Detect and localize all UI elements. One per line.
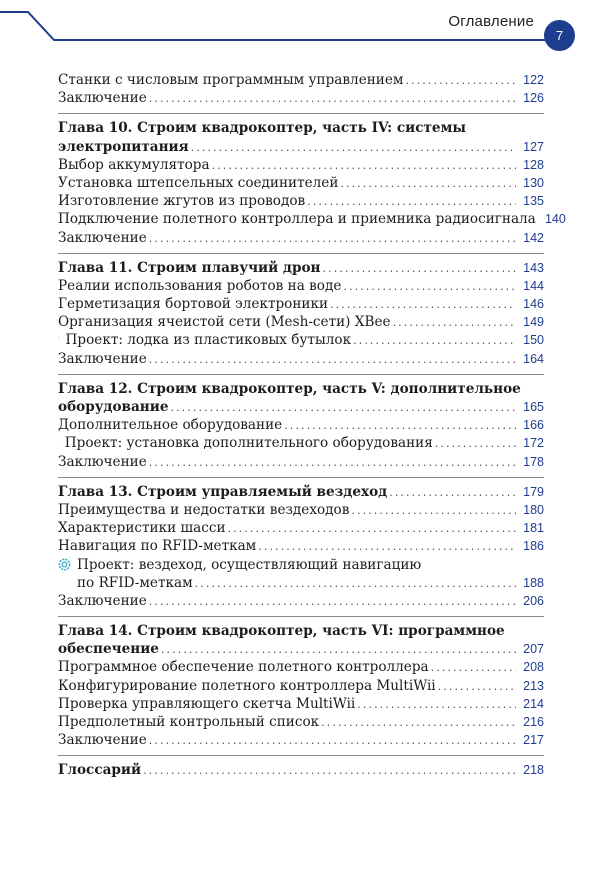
header-rule <box>0 0 600 60</box>
project-gear-icon <box>58 434 59 447</box>
chapter-heading-continued[interactable]: оборудование ..... 165 <box>58 398 544 416</box>
toc-project-entry-continued[interactable]: по RFID-меткам ..... 188 <box>58 574 544 592</box>
toc-project-entry[interactable]: Проект: лодка из пластиковых бутылок ..... 150 <box>58 331 544 349</box>
chapter-divider <box>58 253 544 254</box>
chapter-heading[interactable]: Глава 14. Строим квадрокоптер, часть VI: программное <box>58 623 505 640</box>
chapter-heading-continued[interactable]: электропитания ..... 127 <box>58 138 544 156</box>
toc-entry[interactable]: Дополнительное оборудование ..... 166 <box>58 416 544 434</box>
chapter-divider <box>58 113 544 114</box>
running-header-title: Оглавление <box>448 13 534 30</box>
toc-entry[interactable]: Проверка управляющего скетча MultiWii ..... 214 <box>58 695 544 713</box>
chapter-heading[interactable]: Глава 10. Строим квадрокоптер, часть IV: системы <box>58 120 467 137</box>
toc-entry[interactable]: Программное обеспечение полетного контроллера ..... 208 <box>58 658 544 676</box>
toc-entry[interactable]: Характеристики шасси ..... 181 <box>58 519 544 537</box>
chapter-divider <box>58 755 544 756</box>
toc-entry[interactable]: Герметизация бортовой электроники ..... 146 <box>58 295 544 313</box>
chapter-heading[interactable]: Глава 11. Строим плавучий дрон ..... 143 <box>58 259 544 277</box>
toc-entry[interactable]: Навигация по RFID-меткам ..... 186 <box>58 537 544 555</box>
chapter-heading[interactable]: Глава 12. Строим квадрокоптер, часть V: дополнительное <box>58 380 521 397</box>
project-gear-icon <box>58 331 60 344</box>
toc-entry[interactable]: Изготовление жгутов из проводов ..... 135 <box>58 192 544 210</box>
toc-entry[interactable]: Заключение ..... 142 <box>58 229 544 247</box>
chapter-divider <box>58 616 544 617</box>
toc-entry[interactable]: Предполетный контрольный список ..... 216 <box>58 713 544 731</box>
toc-entry[interactable]: Заключение ..... 178 <box>58 453 544 471</box>
page-header <box>0 0 600 60</box>
toc-entry[interactable]: Подключение полетного контроллера и приемника радиосигнала 140 <box>58 211 566 228</box>
page-number-badge: 7 <box>544 20 575 51</box>
chapter-heading-continued[interactable]: обеспечение ..... 207 <box>58 640 544 658</box>
toc-entry[interactable]: Выбор аккумулятора ..... 128 <box>58 156 544 174</box>
toc-entry[interactable]: Организация ячеистой сети (Mesh-сети) XBee ..... 149 <box>58 313 544 331</box>
toc-entry[interactable]: Реалии использования роботов на воде ..... 144 <box>58 277 544 295</box>
toc-entry[interactable]: Заключение ..... 206 <box>58 592 544 610</box>
toc-entry[interactable]: Станки с числовым программным управлением ..... 122 <box>58 71 544 89</box>
table-of-contents <box>58 71 566 780</box>
toc-entry[interactable]: Преимущества и недостатки вездеходов ..... 180 <box>58 501 544 519</box>
project-gear-icon <box>58 558 71 571</box>
toc-entry[interactable]: Установка штепсельных соединителей ..... 130 <box>58 174 544 192</box>
chapter-divider <box>58 477 544 478</box>
toc-entry[interactable]: Заключение ..... 164 <box>58 350 544 368</box>
toc-entry[interactable]: Заключение ..... 217 <box>58 731 544 749</box>
toc-project-entry[interactable]: Проект: вездеход, осуществляющий навигацию <box>58 556 544 574</box>
toc-entry[interactable]: Заключение ..... 126 <box>58 89 544 107</box>
toc-project-entry[interactable]: Проект: установка дополнительного оборудования ..... 172 <box>58 434 544 452</box>
toc-entry[interactable]: Конфигурирование полетного контроллера MultiWii ..... 213 <box>58 677 544 695</box>
chapter-divider <box>58 374 544 375</box>
toc-glossary-entry[interactable]: Глоссарий ..... 218 <box>58 761 544 779</box>
chapter-heading[interactable]: Глава 13. Строим управляемый вездеход ..... 179 <box>58 483 544 501</box>
